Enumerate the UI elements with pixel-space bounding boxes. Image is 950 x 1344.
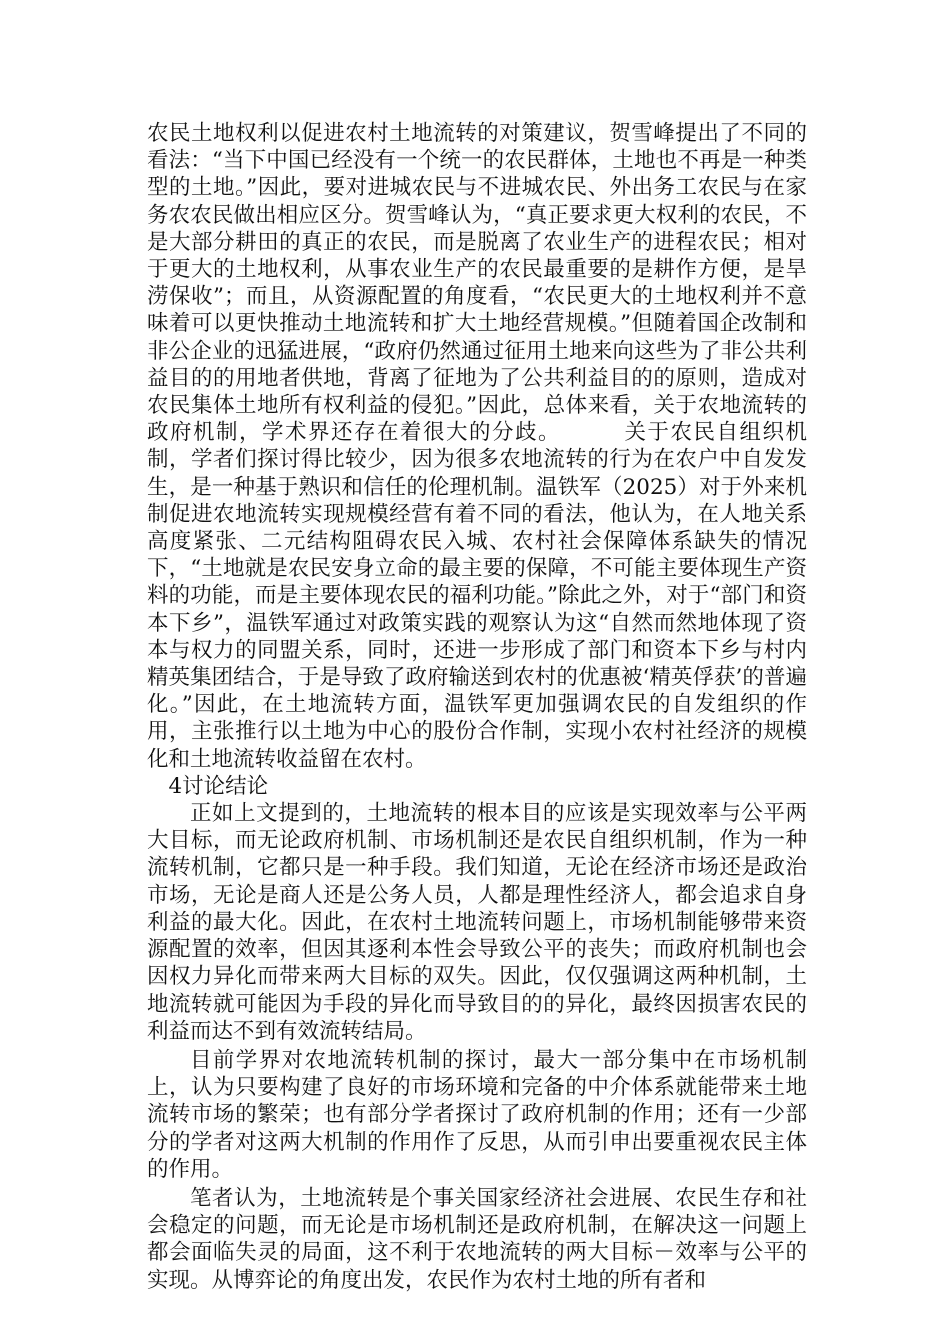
- section-heading: 4讨论结论: [168, 773, 269, 799]
- paragraph-discussion: 正如上文提到的，土地流转的根本目的应该是实现效率与公平两大目标，而无论政府机制、市场机制还是农民自组织机制，作为一种流转机制，它都只是一种手段。我们知道，无论在经济市场还是政治市场，无论是商人还是公务人员，人都是理性经济人，都会追求自身利益的最大化。因此，在农村土地流转问题上，市场机制能够带来资源配置的效率，但因其逐利本性会导致公平的丧失；而政府机制也会因权力异化而带来两大目标的双失。因此，仅仅强调这两种机制，土地流转就可能因为手段的异化而导致目的的异化，最终因损害农民的利益而达不到有效流转结局。: [147, 801, 807, 1044]
- paragraph-author-view: 笔者认为，土地流转是个事关国家经济社会进展、农民生存和社会稳定的问题，而无论是市场机制还是政府机制，在解决这一问题上都会面临失灵的局面，这不利于农地流转的两大目标－效率与公平的实现。从博弈论的角度出发，农民作为农村土地的所有者和: [147, 1185, 807, 1293]
- paragraph-government-mechanism: [147, 120, 807, 773]
- paragraph-text: 农民土地权利以促进农村土地流转的对策建议，贺雪峰提出了不同的看法：“当下中国已经没有一个统一的农民群体，土地也不再是一种类型的土地。”因此，要对进城农民与不进城农民、外出务工农民与在家务农农民做出相应区分。贺雪峰认为，“真正要求更大权利的农民，不是大部分耕田的真正的农民，而是脱离了农业生产的进程农民；相对于更大的土地权利，从事农业生产的农民最重要的是耕作方便，是旱涝保收”；而且，从资源配置的角度看，“农民更大的土地权利并不意味着可以更快推动土地流转和扩大土地经营规模。”但随着国企改制和非公企业的迅猛进展，“政府仍然通过征用土地来向这些为了非公共利益目的的用地者供地，背离了征地为了公共利益目的的原则，造成对农民集体土地所有权利益的侵犯。”因此，总体来看，关于农地流转的政府机制，学术界还存在着很大的分歧。: [147, 121, 807, 446]
- paragraph-academic-review: 目前学界对农地流转机制的探讨，最大一部分集中在市场机制上，认为只要构建了良好的市场环境和完备的中介体系就能带来土地流转市场的繁荣；也有部分学者探讨了政府机制的作用；还有一少部分的学者对这两大机制的作用作了反思，从而引申出要重视农民主体的作用。: [147, 1047, 807, 1182]
- paragraph-text-self-organization: 关于农民自组织机制，学者们探讨得比较少，因为很多农地流转的行为在农户中自发发生，是一种基于熟识和信任的伦理机制。温铁军（2025）对于外来机制促进农地流转实现规模经营有着不同的看法，他认为，在人地关系高度紧张、二元结构阻碍农民入城、农村社会保障体系缺失的情况下，“土地就是农民安身立命的最主要的保障，不可能主要体现生产资料的功能，而是主要体现农民的福利功能。”除此之外，对于“部门和资本下乡”，温铁军通过对政策实践的观察认为这“自然而然地体现了资本与权力的同盟关系，同时，还进一步形成了部门和资本下乡与村内精英集团结合，于是导致了政府输送到农村的优惠被‘精英俘获’的普遍化。”因此，在土地流转方面，温铁军更加强调农民的自发组织的作用，主张推行以土地为中心的股份合作制，实现小农村社经济的规模化和土地流转收益留在农村。: [147, 420, 807, 772]
- document-body: [147, 120, 807, 1294]
